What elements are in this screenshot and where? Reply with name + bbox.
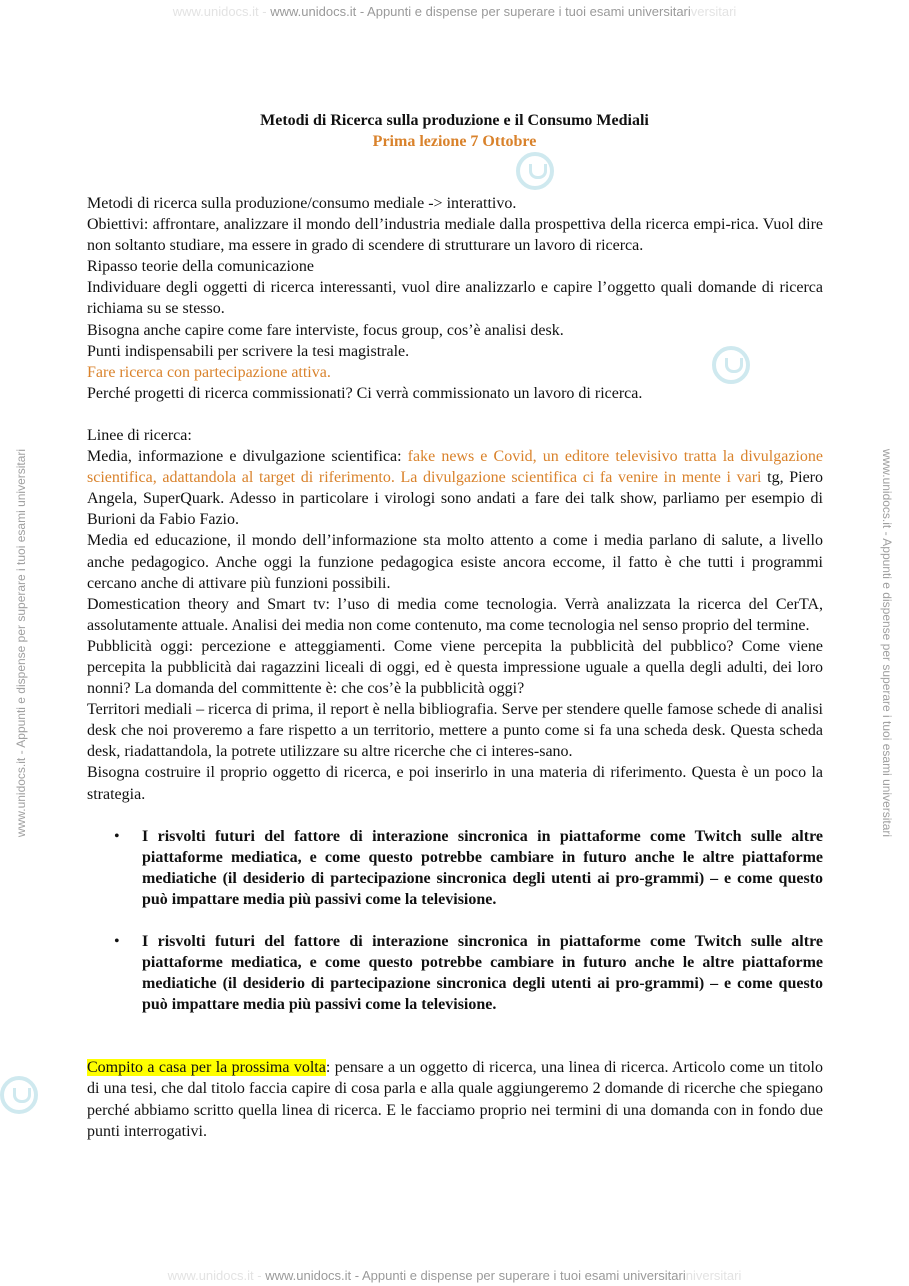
homework-paragraph — [87, 1057, 823, 1141]
body-paragraph: Bisogna costruire il proprio oggetto di ricerca, e poi inserirlo in una materia di riferimento. Questa è un poco la strategia. — [87, 764, 823, 803]
watermark-top-text: www.unidocs.it - Appunti e dispense per superare i tuoi esami universitari — [270, 4, 691, 19]
unidocs-logo-icon — [516, 152, 554, 190]
watermark-bottom-faint-right: niversitari — [685, 1268, 742, 1283]
intro-line: Perché progetti di ricerca commissionati? Ci verrà commissionato un lavoro di ricerca. — [87, 384, 643, 402]
document-header — [0, 110, 909, 152]
document-title: Metodi di Ricerca sulla produzione e il Consumo Mediali — [260, 112, 649, 129]
watermark-bottom — [0, 1268, 909, 1283]
intro-line: Metodi di ricerca sulla produzione/consumo mediale -> interattivo. — [87, 195, 517, 212]
homework-highlight: Compito a casa per la prossima volta — [87, 1059, 326, 1077]
document-body — [87, 193, 823, 1142]
watermark-top-faint-right: versitari — [690, 4, 737, 19]
media-paragraph — [87, 446, 823, 530]
intro-line: Individuare degli oggetti di ricerca interessanti, vuol dire analizzarlo e capire l’oggetto quali domande di ricerca richiama su se stesso. — [87, 279, 823, 318]
body-paragraph: Pubblicità oggi: percezione e atteggiamenti. Come viene percepita la pubblicità del pubblico? Come viene percepita la pubblicità dai ragazzini liceali di oggi, ed è questa impressione uguale a quella degli adulti, dei loro nonni? La domanda del committente è: che cos’è la pubblicità oggi? — [87, 637, 823, 698]
bullet-list — [87, 826, 823, 910]
watermark-top — [0, 4, 909, 19]
homework-text: : pensare a un oggetto di ricerca, una linea di ricerca. Articolo come un titolo di una tesi, che dal titolo faccia capire di cosa parla e alla quale aggiungeremo 2 domande di ricerche che spiegano perché abbiamo scritto quella linea di ricerca. E le facciamo proprio nei termini di una domanda con in fondo due punti interrogativi. — [87, 1059, 823, 1140]
intro-line: Ripasso teorie della comunicazione — [87, 258, 315, 276]
media-orange-text: fake news e Covid, un editore televisivo tratta la divulgazione scientifica, adattandola al target di riferimento. La divulgazione scientifica ci fa venire in mente i vari — [87, 448, 823, 487]
body-paragraph: Territori mediali – ricerca di prima, il report è nella bibliografia. Serve per stendere quelle famose schede di analisi desk che noi proveremo a fare rispetto a un territorio, mettere a punto come si fa una scheda desk. Questa scheda desk, riadattandola, la potrete utilizzare su altre ricerche che ci interes-sano. — [87, 701, 823, 761]
unidocs-logo-icon — [0, 1076, 38, 1114]
watermark-top-faint-left: www.unidocs.it - — [172, 4, 271, 19]
watermark-bottom-faint-left: www.unidocs.it - — [167, 1268, 266, 1283]
document-subtitle: Prima lezione 7 Ottobre — [372, 133, 537, 150]
bullet-item: • I risvolti futuri del fattore di interazione sincronica in piattaforme come Twitch sulle altre piattaforme mediatica, e come questo potrebbe cambiare in futuro anche le altre piattaforme mediatiche (il desiderio di partecipazione sincronica degli utenti ai pro-grammi) – e come questo può impattare media più passivi come la televisione. — [87, 931, 823, 1015]
section-heading: Linee di ricerca: — [87, 426, 192, 444]
watermark-right: www.unidocs.it - Appunti e dispense per superare i tuoi esami universitari — [880, 448, 894, 838]
media-lead: Media, informazione e divulgazione scientifica: — [87, 448, 408, 466]
media-rest: tg, Piero Angela, SuperQuark. Adesso in particolare i virologi sono andati a fare dei talk show, parliamo per esempio di Burioni da Fabio Fazio. — [87, 469, 823, 529]
watermark-bottom-text: www.unidocs.it - Appunti e dispense per superare i tuoi esami universitari — [265, 1268, 686, 1283]
intro-line: Punti indispensabili per scrivere la tesi magistrale. — [87, 342, 410, 360]
watermark-left: www.unidocs.it - Appunti e dispense per superare i tuoi esami universitari — [14, 448, 28, 838]
bullet-list — [87, 931, 823, 1015]
intro-line: Obiettivi: affrontare, analizzare il mondo dell’industria mediale dalla prospettiva della ricerca empi-rica. Vuol dire non soltanto studiare, ma essere in grado di scendere di strutturare un lavoro di ricerca. — [87, 216, 823, 255]
body-paragraph: Domestication theory and Smart tv: l’uso di media come tecnologia. Verrà analizzata la ricerca del CerTA, assolutamente attuale. Analisi dei media non come contenuto, ma come tecnologia nel senso proprio del termine. — [87, 595, 823, 634]
intro-line: Bisogna anche capire come fare interviste, focus group, cos’è analisi desk. — [87, 321, 564, 339]
bullet-item: • I risvolti futuri del fattore di interazione sincronica in piattaforme come Twitch sulle altre piattaforme mediatica, e come questo potrebbe cambiare in futuro anche le altre piattaforme mediatiche (il desiderio di partecipazione sincronica degli utenti ai pro-grammi) – e come questo può impattare media più passivi come la televisione. — [87, 826, 823, 910]
intro-highlight: Fare ricerca con partecipazione attiva. — [87, 363, 331, 381]
body-paragraph: Media ed educazione, il mondo dell’informazione sta molto attento a come i media parlano di salute, a livello anche pedagogico. Anche oggi la funzione pedagogica esiste ancora eccome, il fatto è che tutti i programmi cercano anche di attivare più funzioni possibili. — [87, 532, 823, 592]
